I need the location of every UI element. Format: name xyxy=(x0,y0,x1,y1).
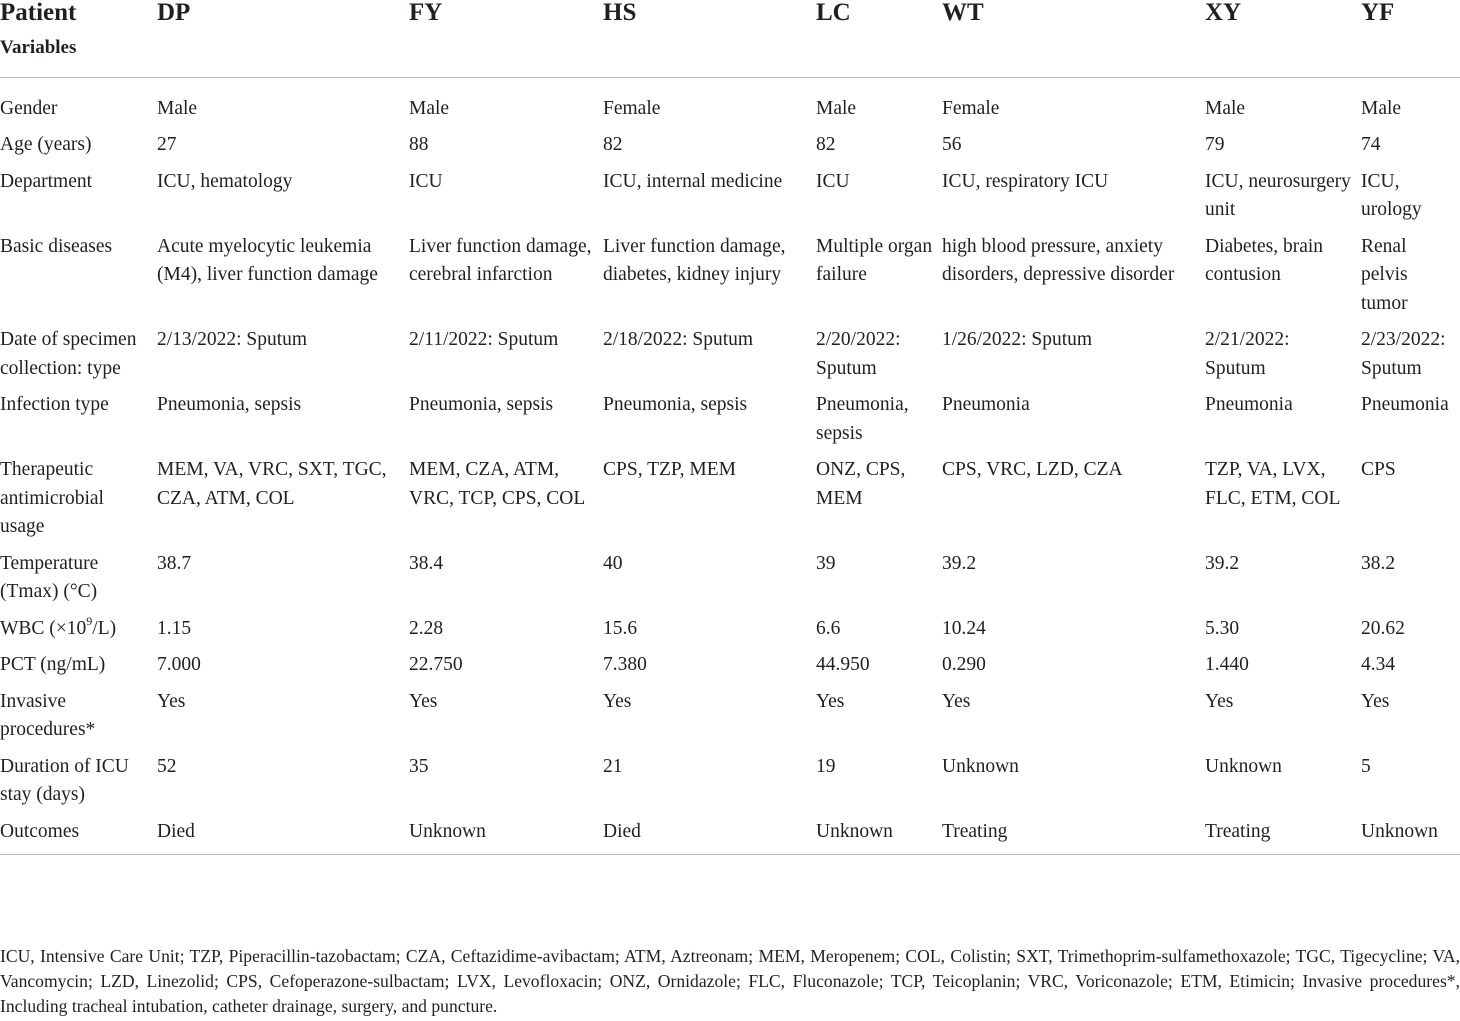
table-cell: CPS, TZP, MEM xyxy=(603,459,736,480)
table-body xyxy=(0,77,1460,855)
table-cell: MEM, VA, VRC, SXT, TGC, CZA, ATM, COL xyxy=(157,459,387,509)
table-cell: Treating xyxy=(1205,818,1361,855)
table-footnote: ICU, Intensive Care Unit; TZP, Piperacillin-tazobactam; CZA, Ceftazidime-avibactam; ATM, Aztreonam; MEM, Meropenem; COL, Colistin; SXT, Trimethoprim-sulfamethoxazole; TGC, Tigecycline; VA, Vancomycin; LZD, Linezolid; CPS, Cefoperazone-sulbactam; LVX, Levofloxacin; ONZ, Ornidazole; FLC, Fluconazole; TCP, Teicoplanin; VRC, Voriconazole; ETM, Etimicin; Invasive procedures*, Including tracheal intubation, catheter drainage, surgery, and puncture. xyxy=(0,946,1460,1016)
row-label: Infection type xyxy=(0,394,109,415)
row-label: Temperature (Tmax) (°C) xyxy=(0,552,99,602)
header-row xyxy=(0,0,1460,27)
table-cell: Multiple organ failure xyxy=(816,235,933,285)
table-row xyxy=(0,688,1460,753)
table-cell: Unknown xyxy=(942,755,1019,777)
header-col-hs: HS xyxy=(603,0,637,26)
table-cell: Yes xyxy=(603,690,632,712)
table-cell: Died xyxy=(157,818,409,855)
header-col-dp: DP xyxy=(157,0,191,26)
header-col-lc: LC xyxy=(816,0,851,26)
table-cell: Pneumonia xyxy=(942,394,1030,415)
table-cell: Acute myelocytic leukemia (M4), liver function damage xyxy=(157,235,378,285)
table-row xyxy=(0,615,1460,652)
table-cell: 38.7 xyxy=(157,552,192,574)
table-cell: 39.2 xyxy=(942,552,977,574)
table-cell: Died xyxy=(603,818,816,855)
table-row xyxy=(0,550,1460,615)
table-row xyxy=(0,818,1460,855)
row-label: Gender xyxy=(0,97,58,119)
row-label: Duration of ICU stay (days) xyxy=(0,755,129,805)
table-cell: Male xyxy=(157,97,198,119)
table-cell: Yes xyxy=(1361,690,1390,712)
table-cell: Male xyxy=(816,97,857,119)
table-cell: 2/13/2022: Sputum xyxy=(157,329,308,350)
table-cell: 4.34 xyxy=(1361,654,1396,675)
table-cell: Yes xyxy=(1205,690,1234,712)
table-cell: Diabetes, brain contusion xyxy=(1205,235,1324,285)
table-row xyxy=(0,456,1460,550)
table-cell: 74 xyxy=(1361,134,1381,155)
table-cell: Renal pelvis tumor xyxy=(1361,235,1408,314)
table-cell: 79 xyxy=(1205,134,1225,155)
table-cell: 82 xyxy=(603,134,623,155)
table-cell: Yes xyxy=(157,690,186,712)
table-cell: 21 xyxy=(603,755,623,777)
table-cell: high blood pressure, anxiety disorders, depressive disorder xyxy=(942,235,1175,285)
row-label-suffix: /L) xyxy=(92,617,117,639)
table-cell: 2/11/2022: Sputum xyxy=(409,329,559,350)
table-cell: 40 xyxy=(603,552,623,574)
table-cell: 2/18/2022: Sputum xyxy=(603,329,754,350)
table-cell: Pneumonia, sepsis xyxy=(816,394,909,444)
table-cell: ICU, respiratory ICU xyxy=(942,170,1109,192)
table-cell: 7.380 xyxy=(603,654,647,675)
table-cell: 88 xyxy=(409,134,429,155)
header-variables: Variables xyxy=(0,27,157,77)
row-label: Outcomes xyxy=(0,818,157,855)
table-cell: 1/26/2022: Sputum xyxy=(942,329,1093,350)
table-cell: ICU xyxy=(816,170,850,192)
table-row xyxy=(0,131,1460,168)
table-cell: 44.950 xyxy=(816,654,870,675)
table-cell: Liver function damage, diabetes, kidney injury xyxy=(603,235,786,285)
table-cell: 10.24 xyxy=(942,617,986,639)
table-cell: ICU, neurosurgery unit xyxy=(1205,170,1351,220)
table-row xyxy=(0,753,1460,818)
table-cell: 38.2 xyxy=(1361,552,1396,574)
table-cell: 5 xyxy=(1361,755,1371,777)
table-cell: 0.290 xyxy=(942,654,986,675)
table-cell: Pneumonia, sepsis xyxy=(157,394,302,415)
row-label-superscript: 9 xyxy=(86,614,93,628)
table-cell: 7.000 xyxy=(157,654,201,675)
table-cell: Yes xyxy=(409,690,438,712)
table-cell: Unknown xyxy=(1205,755,1282,777)
table-row xyxy=(0,326,1460,391)
table-cell: 1.440 xyxy=(1205,654,1249,675)
table-cell: Unknown xyxy=(409,818,603,855)
header-col-wt: WT xyxy=(942,0,984,26)
table-cell: Pneumonia, sepsis xyxy=(409,394,554,415)
row-label-prefix: WBC (×10 xyxy=(0,617,87,639)
table-cell: 56 xyxy=(942,134,962,155)
table-row xyxy=(0,391,1460,456)
row-label: Basic diseases xyxy=(0,235,113,257)
table-cell: ICU, hematology xyxy=(157,170,293,192)
table-cell: Pneumonia xyxy=(1205,394,1293,415)
table-cell: Unknown xyxy=(1361,818,1460,855)
row-label: Date of specimen collection: type xyxy=(0,329,137,379)
row-label: Department xyxy=(0,170,93,192)
row-label xyxy=(0,615,157,652)
table-row xyxy=(0,651,1460,688)
table-cell: Male xyxy=(409,97,450,119)
table-cell: 6.6 xyxy=(816,617,841,639)
table-cell: TZP, VA, LVX, FLC, ETM, COL xyxy=(1205,459,1341,509)
row-label: PCT (ng/mL) xyxy=(0,654,106,675)
table-cell: Pneumonia, sepsis xyxy=(603,394,748,415)
table-header xyxy=(0,0,1460,77)
table-cell: 35 xyxy=(409,755,429,777)
table-cell: 38.4 xyxy=(409,552,444,574)
table-cell: 82 xyxy=(816,134,836,155)
subheader-row xyxy=(0,27,1460,77)
header-col-xy: XY xyxy=(1205,0,1242,26)
table-cell: Male xyxy=(1205,97,1246,119)
table-cell: ICU, internal medicine xyxy=(603,170,783,192)
table-cell: Unknown xyxy=(816,818,942,855)
table-cell: ONZ, CPS, MEM xyxy=(816,459,906,509)
table-cell: 2/20/2022: Sputum xyxy=(816,329,901,379)
table-cell: 22.750 xyxy=(409,654,463,675)
table-cell: 19 xyxy=(816,755,836,777)
table-cell: 39.2 xyxy=(1205,552,1240,574)
row-label: Age (years) xyxy=(0,134,92,155)
table-cell: Yes xyxy=(816,690,845,712)
table-cell: Liver function damage, cerebral infarction xyxy=(409,235,592,285)
table-cell: Pneumonia xyxy=(1361,394,1449,415)
table-cell: Yes xyxy=(942,690,971,712)
table-cell: Male xyxy=(1361,97,1402,119)
row-label: Invasive procedures* xyxy=(0,690,96,740)
header-col-yf: YF xyxy=(1361,0,1395,26)
table-cell: 5.30 xyxy=(1205,617,1240,639)
table-row xyxy=(0,77,1460,131)
table-cell: MEM, CZA, ATM, VRC, TCP, CPS, COL xyxy=(409,459,586,509)
table-cell: 1.15 xyxy=(157,617,192,639)
table-cell: CPS, VRC, LZD, CZA xyxy=(942,459,1123,480)
table-cell: 20.62 xyxy=(1361,617,1405,639)
table-cell: 15.6 xyxy=(603,617,638,639)
table-row xyxy=(0,168,1460,233)
table-cell: 2/23/2022: Sputum xyxy=(1361,329,1446,379)
table-cell: 2.28 xyxy=(409,617,444,639)
table-cell: CPS xyxy=(1361,459,1396,480)
table-cell: ICU, urology xyxy=(1361,170,1422,220)
table-row xyxy=(0,233,1460,327)
header-col-fy: FY xyxy=(409,0,443,26)
table-cell: Treating xyxy=(942,818,1205,855)
table-cell: 27 xyxy=(157,134,177,155)
row-label: Therapeutic antimicrobial usage xyxy=(0,459,104,537)
table-cell: Female xyxy=(603,97,661,119)
table-cell: 2/21/2022: Sputum xyxy=(1205,329,1290,379)
table-cell: 39 xyxy=(816,552,836,574)
header-patient: Patient xyxy=(0,0,77,26)
table-cell: Female xyxy=(942,97,1000,119)
table-cell: ICU xyxy=(409,170,443,192)
table-cell: 52 xyxy=(157,755,177,777)
